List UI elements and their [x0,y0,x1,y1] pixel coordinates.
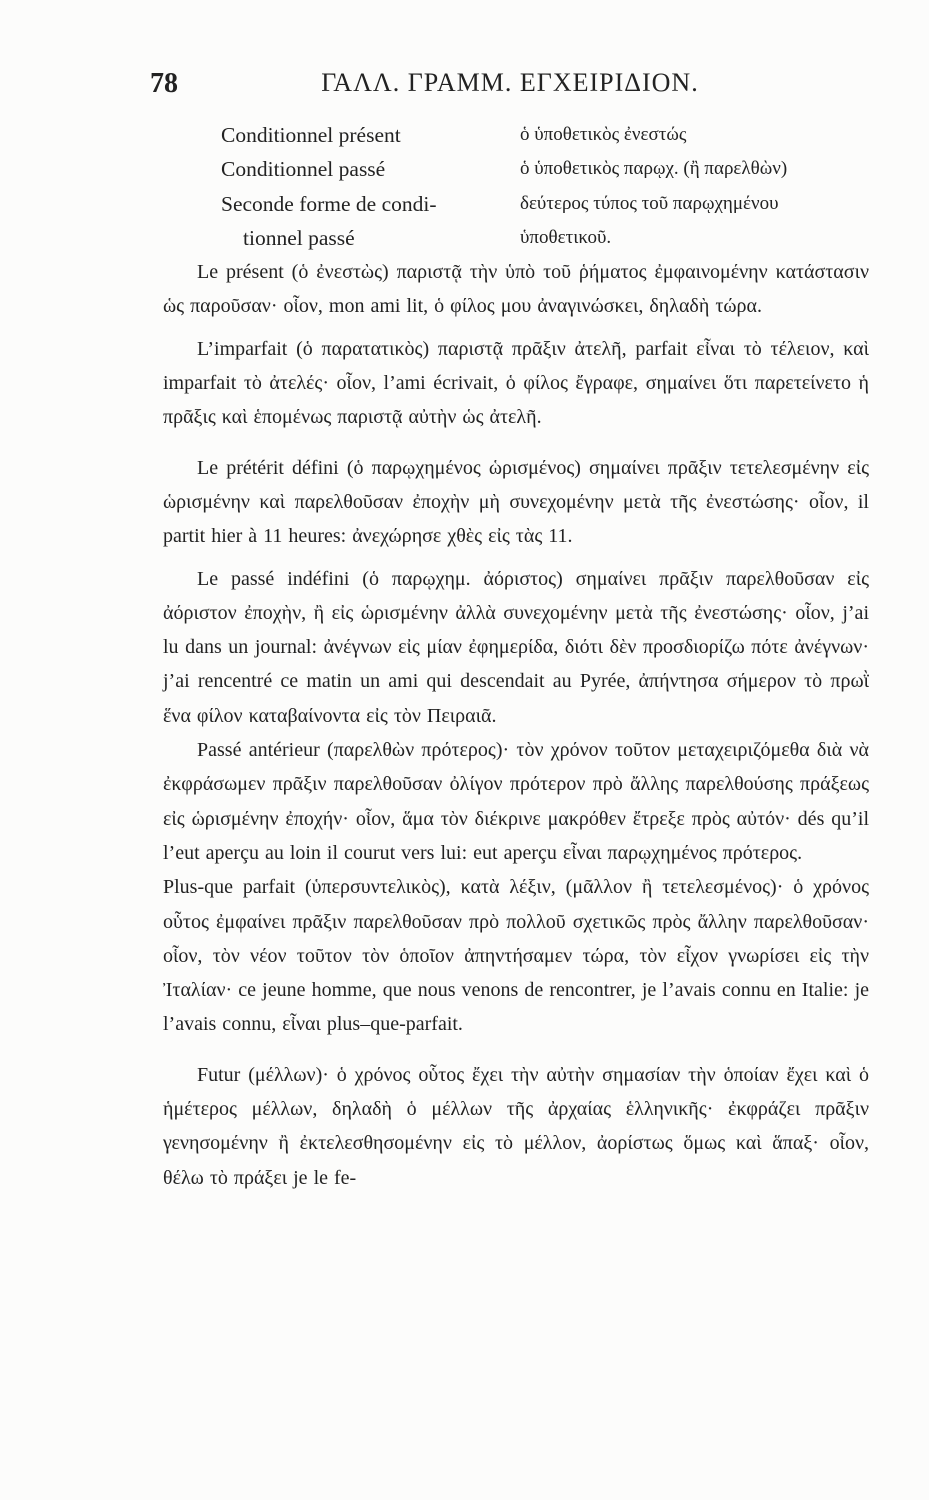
paragraph-passe-anterieur: Passé antérieur (παρελθὼν πρότερος)· τὸν χρόνον τοῦτον μεταχειριζόμεθα διὰ νὰ ἐκφράσωμεν πρᾶξιν παρελθοῦσαν ὀλίγον πρότερον πρὸ ἄλλης παρελθούσης πράξεως εἰς ὡρισμένην ἐποχήν· οἷον, ἅμα τὸν διέκρινε μακρόθεν ἔτρεξε πρὸς αὐτόν· dés qu’il l’eut aperçu au loin il courut vers lui: eut aperçu εἶναι παρῳχημένος πρότερος. [163,739,869,864]
paragraph-imparfait: L’imparfait (ὁ παρατατικὸς) παριστᾷ πρᾶξιν ἀτελῆ, parfait εἶναι τὸ τέλειον, καὶ imparfait τὸ ἀτελές· οἷον, l’ami écrivait, ὁ φίλος ἔγραφε, σημαίνει ὅτι παρετείνετο ἡ πρᾶξις καὶ ἑπομένως παριστᾷ αὐτὴν ὡς ἀτελῆ. [163,337,869,429]
conditional-terms-table [163,118,869,255]
page-number: 78 [150,68,178,99]
french-term: tionnel passé [243,225,355,250]
paragraph-plus-que-parfait: Plus-que parfait (ὑπερσυντελικὸς), κατὰ λέξιν, (μᾶλλον ἢ τετελεσμένος)· ὁ χρόνος οὗτος ἐμφαίνει πρᾶξιν παρελθοῦσαν πρὸ πολλοῦ σχετικῶς πρὸς ἄλλην παρελθοῦσαν· οἷον, τὸν νέον τοῦτον τὸν ὁποῖον ἀπηντήσαμεν τώρα, τὸν εἶχον γνωρίσει εἰς τὴν Ἰταλίαν· ce jeune homme, que nous venons de rencontrer, je l’avais connu en Italie: je l’avais connu, εἶναι plus–que-parfait. [163,876,869,1036]
french-term: Conditionnel présent [221,123,401,147]
greek-term: ὁ ὑποθετικὸς παρῳχ. (ἢ παρελθὼν) [520,158,788,180]
paragraph-futur: Futur (μέλλων)· ὁ χρόνος οὗτος ἔχει τὴν αὐτὴν σημασίαν τὴν ὁποίαν ἔχει καὶ ὁ ἡμέτερος μέλλων, δηλαδὴ ὁ μέλλων τῆς ἀρχαίας ἑλληνικῆς· ἐκφράζει πρᾶξιν γενησομένην ἢ ἐκτελεσθησομένην εἰς τὸ μέλλον, ἀορίστως ὅμως καὶ ἅπαξ· οἷον, θέλω τὸ πράξει je le fe- [163,1063,869,1189]
greek-term: ὑποθετικοῦ. [520,226,612,248]
greek-term: δεύτερος τύπος τοῦ παρῳχημένου [520,192,779,214]
greek-term: ὁ ὑποθετικὸς ἐνεστώς [520,124,687,145]
paragraph-passe-indefini: Le passé indéfini (ὁ παρῳχημ. ἀόριστος) σημαίνει πρᾶξιν παρελθοῦσαν εἰς ἀόριστον ἐποχὴν, ἢ εἰς ὡρισμένην ἀλλὰ συνεχομένην μετὰ τῆς ἐνεστώσης· οἷον, j’ai lu dans un journal: ἀνέγνων εἰς μίαν ἐφημερίδα, διότι δὲν προσδιορίζω πότε ἀνέγνων· j’ai rencentré ce matin un ami qui descendait au Pyrée, ἀπήντησα σήμερον τὸ πρωῒ ἕνα φίλον καταβαίνοντα εἰς τὸν Πειραιᾶ. [163,567,869,727]
french-term: Seconde forme de condi- [221,191,437,216]
page-header [150,68,870,112]
conditional-row [163,118,869,152]
conditional-row [163,152,869,186]
conditional-row [163,221,869,255]
conditional-row [163,187,869,221]
french-term: Conditionnel passé [221,157,386,182]
paragraph-present: Le présent (ὁ ἐνεστὼς) παριστᾷ τὴν ὑπὸ τοῦ ῥήματος ἐμφαινομένην κατάστασιν ὡς παροῦσαν· οἷον, mon ami lit, ὁ φίλος μου ἀναγινώσκει, δηλαδὴ τώρα. [163,261,869,318]
running-title: ΓΑΛΛ. ΓΡΑΜΜ. ΕΓΧΕΙΡΙΔΙΟΝ. [321,68,699,97]
page-body [163,118,869,1195]
paragraph-preterit-defini: Le prétérit défini (ὁ παρῳχημένος ὡρισμένος) σημαίνει πρᾶξιν τετελεσμένην εἰς ὡρισμένην καὶ παρελθοῦσαν ἐποχὴν μὴ συνεχομένην μετὰ τῆς ἐνεστώσης· οἷον, il partit hier à 11 heures: ἀνεχώρησε χθὲς εἰς τὰς 11. [163,456,869,548]
